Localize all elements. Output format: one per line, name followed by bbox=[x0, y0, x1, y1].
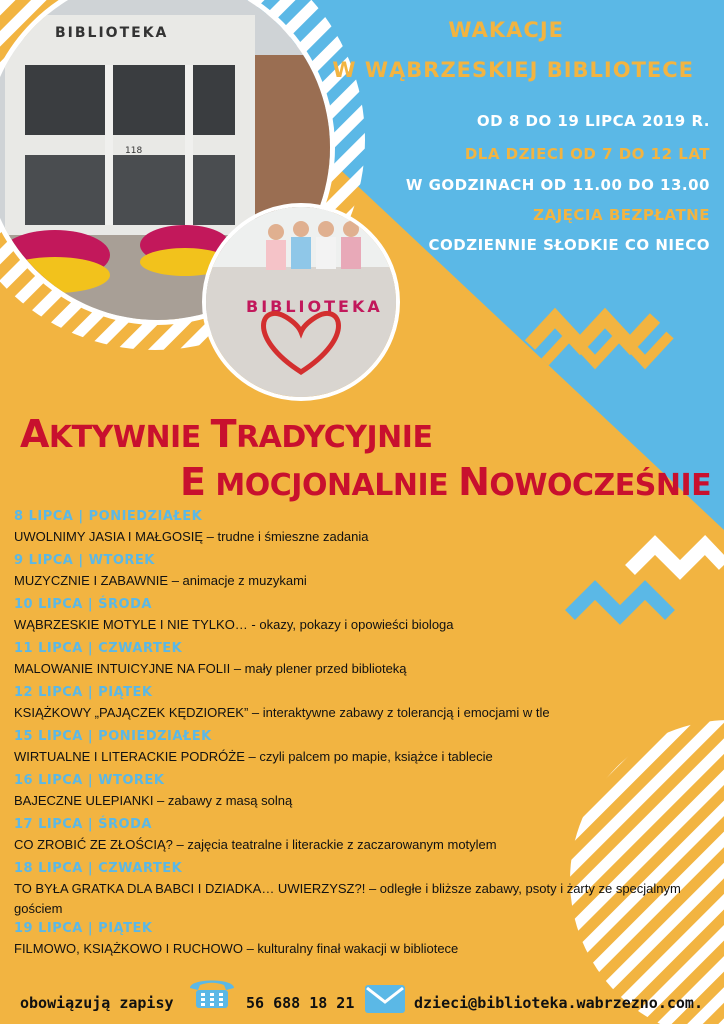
schedule-item bbox=[14, 859, 704, 919]
acronym-cap: E bbox=[180, 460, 206, 504]
acronym-line1 bbox=[20, 412, 432, 456]
schedule-item bbox=[14, 771, 704, 815]
schedule-item bbox=[14, 507, 704, 551]
schedule-day: 16 LIPCA | WTOREK bbox=[14, 773, 165, 788]
schedule-activity bbox=[14, 527, 704, 551]
acronym-cap: A bbox=[20, 412, 49, 456]
schedule-activity bbox=[14, 703, 704, 727]
acronym-line2 bbox=[180, 460, 711, 504]
schedule-activity bbox=[14, 879, 694, 919]
schedule-day: 11 LIPCA | CZWARTEK bbox=[14, 641, 183, 656]
schedule-item bbox=[14, 595, 704, 639]
activity-desc: – animacje z muzykami bbox=[168, 573, 307, 588]
info-hours: W GODZINACH OD 11.00 DO 13.00 bbox=[405, 176, 710, 194]
acronym-rest: RADYCYJNIE bbox=[236, 420, 433, 455]
activity-title: BAJECZNE ULEPIANKI bbox=[14, 793, 154, 808]
schedule-activity bbox=[14, 659, 704, 683]
schedule-activity bbox=[14, 939, 704, 963]
activity-title: TO BYŁA GRATKA DLA BABCI I DZIADKA… UWIERZYSZ?! bbox=[14, 881, 366, 896]
schedule-activity bbox=[14, 835, 704, 859]
schedule-item bbox=[14, 639, 704, 683]
activity-desc: – kulturalny finał wakacji w bibliotece bbox=[242, 941, 459, 956]
info-sweets: CODZIENNIE SŁODKIE CO NIECO bbox=[428, 236, 710, 254]
activity-desc: – czyli palcem po mapie, książce i tablecie bbox=[244, 749, 493, 764]
schedule-day: 12 LIPCA | PIĄTEK bbox=[14, 685, 153, 700]
signup-text: obowiązują zapisy bbox=[20, 994, 174, 1012]
schedule-day: 9 LIPCA | WTOREK bbox=[14, 553, 155, 568]
schedule-activity bbox=[14, 747, 704, 771]
activity-title: MUZYCZNIE I ZABAWNIE bbox=[14, 573, 169, 588]
activity-desc: – trudne i śmieszne zadania bbox=[203, 529, 369, 544]
info-dates: OD 8 DO 19 LIPCA 2019 R. bbox=[476, 112, 710, 130]
schedule-item bbox=[14, 727, 704, 771]
schedule-item bbox=[14, 683, 704, 727]
mail-icon bbox=[364, 984, 406, 1014]
activity-title: WIRTUALNE I LITERACKIE PODRÓŻE bbox=[14, 749, 245, 764]
schedule-item bbox=[14, 551, 704, 595]
children-photo bbox=[202, 203, 400, 401]
schedule-activity bbox=[14, 571, 704, 595]
header-title-line2: W WĄBRZESKIEJ BIBLIOTECE bbox=[332, 58, 694, 82]
activity-title: UWOLNIMY JASIA I MAŁGOSIĘ bbox=[14, 529, 204, 544]
schedule-day: 19 LIPCA | PIĄTEK bbox=[14, 921, 153, 936]
activity-desc: – interaktywne zabawy z tolerancją i emocjami w tle bbox=[248, 705, 550, 720]
acronym-rest: KTYWNIE bbox=[48, 420, 211, 455]
header-title-line1: WAKACJE bbox=[448, 18, 564, 42]
acronym-cap: T bbox=[210, 412, 237, 456]
phone-number[interactable]: 56 688 18 21 bbox=[246, 994, 355, 1012]
acronym-rest: MOCJONALNIE bbox=[205, 468, 459, 503]
phone-icon bbox=[186, 976, 238, 1010]
activity-desc: – zabawy z masą solną bbox=[153, 793, 293, 808]
schedule-day: 15 LIPCA | PONIEDZIAŁEK bbox=[14, 729, 212, 744]
schedule-item bbox=[14, 815, 704, 859]
activity-title: WĄBRZESKIE MOTYLE I NIE TYLKO… bbox=[14, 617, 248, 632]
schedule-day: 8 LIPCA | PONIEDZIAŁEK bbox=[14, 509, 203, 524]
activity-desc: – zajęcia teatralne i literackie z zaczarowanym motylem bbox=[172, 837, 497, 852]
info-age: DLA DZIECI OD 7 DO 12 LAT bbox=[464, 145, 710, 163]
building-number: 118 bbox=[125, 146, 143, 156]
activity-desc: – odległe i bliższe zabawy, psoty i żarty ze specjalnym gościem bbox=[14, 881, 681, 916]
email-address[interactable]: dzieci@biblioteka.wabrzezno.com. bbox=[414, 994, 703, 1012]
schedule-day: 18 LIPCA | CZWARTEK bbox=[14, 861, 183, 876]
schedule-day: 10 LIPCA | ŚRODA bbox=[14, 597, 152, 612]
acronym-cap: N bbox=[458, 460, 490, 504]
schedule-list bbox=[14, 507, 704, 963]
activity-title: MALOWANIE INTUICYJNE NA FOLII bbox=[14, 661, 231, 676]
footer bbox=[0, 980, 724, 1024]
activity-title: KSIĄŻKOWY „PAJĄCZEK KĘDZIOREK” bbox=[14, 705, 249, 720]
floor-letters: BIBLIOTEKA bbox=[246, 297, 383, 316]
schedule-day: 17 LIPCA | ŚRODA bbox=[14, 817, 152, 832]
acronym-rest: OWOCZEŚNIE bbox=[489, 468, 712, 503]
schedule-activity bbox=[14, 791, 704, 815]
building-sign: BIBLIOTEKA bbox=[55, 25, 169, 41]
schedule-activity bbox=[14, 615, 704, 639]
activity-desc: – mały plener przed biblioteką bbox=[230, 661, 407, 676]
schedule-item bbox=[14, 919, 704, 963]
activity-title: CO ZROBIĆ ZE ZŁOŚCIĄ? bbox=[14, 837, 173, 852]
activity-title: FILMOWO, KSIĄŻKOWO I RUCHOWO bbox=[14, 941, 243, 956]
info-free: ZAJĘCIA BEZPŁATNE bbox=[533, 206, 710, 224]
activity-desc: - okazy, pokazy i opowieści biologa bbox=[247, 617, 454, 632]
